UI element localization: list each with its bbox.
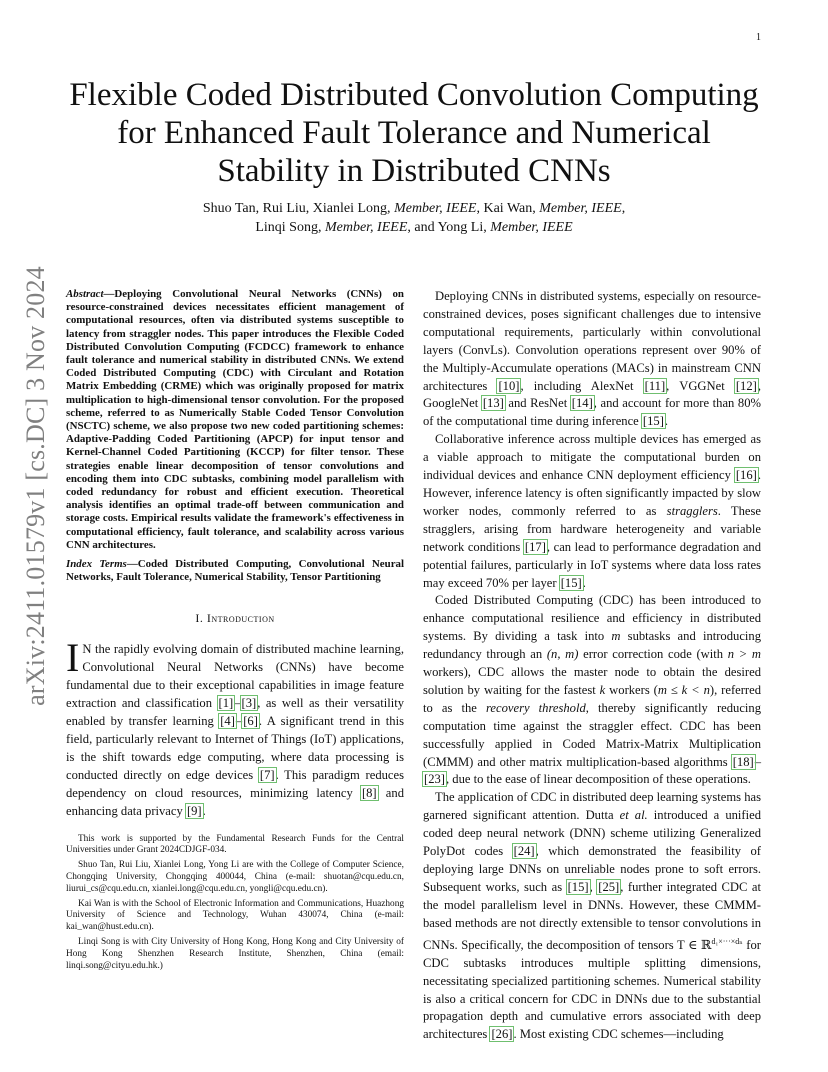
italic-term: k	[599, 682, 606, 697]
intro-paragraph: I N the rapidly evolving domain of distributed machine learning, Convolutional Neural Networks (CNNs) have become fundamental due to their exceptional capabilities in image feature extraction and classification [1]–[3], as well as their versatility enabled by transfer learning [4]–[6]. A significant trend in this field, particularly relevant to Internet of Things (IoT) applications, is the shift towards edge computing, where data processing is conducted directly on edge devices [7]. This paradigm reduces dependency on cloud resources, minimizing latency [8] and enhancing data privacy [9].	[66, 634, 404, 818]
abstract	[66, 288, 404, 552]
footnotes	[66, 834, 404, 973]
author-membership: Member, IEEE	[324, 220, 408, 235]
citation-link[interactable]: [26]	[491, 1027, 513, 1042]
citation-link[interactable]: [14]	[571, 396, 593, 411]
title-line: for Enhanced Fault Tolerance and Numerical	[117, 115, 711, 151]
italic-term: (n, m)	[546, 647, 579, 662]
citation-link[interactable]: [7]	[259, 767, 275, 782]
italic-term: m	[611, 629, 621, 644]
citation-link[interactable]: [15]	[642, 414, 664, 429]
citation-link[interactable]: [16]	[735, 468, 757, 483]
citation-link[interactable]: [18]	[732, 754, 754, 769]
body-paragraph: Deploying CNNs in distributed systems, especially on resource-constrained devices, poses significant challenges due to intensive computational requirements, particularly within convolutional layers (ConvLs). Convolution operations represent over 90% of the Multiply-Accumulate operations (MACs) in mainstream CNN architectures [10], including AlexNet [11], VGGNet [12], GoogleNet [13] and ResNet [14], and account for more than 80% of the computational time during inference [15].	[423, 289, 761, 429]
author-membership: Member, IEEE	[394, 201, 477, 216]
footnote: Kai Wan is with the School of Electronic Information and Communications, Huazhong University of Science and Technology, Wuhan 430074, China (e-mail: kai_wan@hust.edu.cn).	[66, 898, 404, 933]
index-terms-lead: Index Terms	[66, 558, 127, 571]
citation-link[interactable]: [12]	[735, 378, 757, 393]
citation-link[interactable]: [11]	[644, 378, 666, 393]
citation-link[interactable]: [3]	[241, 695, 257, 710]
citation-link[interactable]: [25]	[598, 879, 620, 894]
body-paragraph: The application of CDC in distributed deep learning systems has garnered significant attention. Dutta et al. introduced a unified coded deep neural network (DNN) scheme utilizing Generalized PolyDot codes [24], which demonstrated the feasibility of deploying large DNNs on unreliable nodes prone to soft errors. Subsequent works, such as [15], [25], further integrated CDC at the model parallelism level in DNNs. However, these CMMM-based methods are not directly extensible to tensor convolutions in CNNs. Specifically, the decomposition of tensors T ∈ ℝ$^{d_1\times\cdot\cdot\cdot\times d_n}$ for CDC subtasks introduces multiple splitting dimensions, necessitating specialized partitioning schemes. Numerical stability is also a critical concern for CDC in DNNs due to the substantial propagation depth and cumulative errors associated with deep architectures [26]. Most existing CDC schemes—including	[423, 790, 762, 1042]
arxiv-id: arXiv:2411.01579v1 [cs.DC] 3 Nov 2024	[21, 266, 50, 706]
italic-term: n > m	[727, 647, 761, 662]
paper-title	[40, 76, 788, 190]
left-column	[66, 288, 404, 975]
author-line: Linqi Song, Member, IEEE, and Yong Li, Member, IEEE	[255, 220, 573, 235]
citation-link[interactable]: [6]	[243, 713, 258, 728]
footnote: Linqi Song is with City University of Hong Kong, Hong Kong and City University of Hong Kong Shenzhen Research Institute, Shenzhen, China (email: linqi.song@cityu.edu.hk.)	[66, 937, 404, 971]
arxiv-sidebar	[21, 266, 50, 706]
citation-link[interactable]: [23]	[424, 772, 445, 787]
italic-term: recovery threshold	[485, 700, 586, 715]
index-terms-text: —Coded Distributed Computing, Convolutional Neural Networks, Fault Tolerance, Numerical Stability, Tensor Partitioning	[66, 558, 404, 584]
right-column	[423, 288, 761, 1044]
author-line: Shuo Tan, Rui Liu, Xianlei Long, Member, IEEE, Kai Wan, Member, IEEE,	[202, 201, 626, 216]
drop-cap: I	[66, 634, 80, 680]
author-list	[100, 199, 728, 237]
page-number: 1	[756, 32, 761, 43]
citation-link[interactable]: [10]	[498, 378, 520, 393]
citation-link[interactable]: [8]	[361, 785, 377, 800]
italic-term: et al.	[619, 808, 648, 823]
citation-link[interactable]: [13]	[482, 396, 504, 411]
citation-link[interactable]: [4]	[220, 713, 235, 728]
title-line: Stability in Distributed CNNs	[217, 153, 611, 189]
italic-term: stragglers	[666, 503, 718, 518]
footnote: Shuo Tan, Rui Liu, Xianlei Long, Yong Li are with the College of Computer Science, Chongqing University, Chongqing 400044, China (e-mail: shuotan@cqu.edu.cn, liurui_cs@cqu.edu.cn, xianlei.long@cqu.edu.cn, yongli@cqu.edu.cn).	[66, 860, 404, 894]
body-paragraph: Collaborative inference across multiple devices has emerged as a viable approach to mitigate the computational burden on individual devices and enhance CNN deployment efficiency [16]. However, inference latency is often significantly impacted by slow worker nodes, commonly referred to as stragglers. These stragglers, arising from hardware heterogeneity and variable network conditions [17], can lead to performance degradation and potential failures, particularly in IoT systems where data loss rates may exceed 70% per layer [15].	[423, 432, 762, 590]
author-membership: Member, IEEE	[490, 220, 573, 235]
italic-term: m ≤ k < n	[657, 682, 710, 697]
abstract-lead: Abstract	[66, 288, 104, 300]
index-terms	[66, 558, 404, 584]
citation-link[interactable]: [24]	[513, 844, 535, 859]
footnote: This work is supported by the Fundamental Research Funds for the Central Universities under Grant 2024CDJGF-034.	[66, 833, 404, 856]
citation-link[interactable]: [15]	[560, 575, 582, 590]
citation-link[interactable]: [15]	[567, 879, 589, 894]
body-paragraph: Coded Distributed Computing (CDC) has been introduced to enhance computational resilience and efficiency in distributed systems. By dividing a task into m subtasks and introducing redundancy through an (n, m) error correction code (with n > m workers), CDC allows the master node to obtain the desired solution by waiting for the fastest k workers (m ≤ k < n), referred to as the recovery threshold, thereby significantly reducing computation time against the straggler effect. CDC has been successfully applied in Coded Matrix-Matrix Multiplication (CMMM) and other matrix multiplication-based algorithms [18]–[23], due to the ease of linear decomposition of these operations.	[423, 593, 762, 787]
citation-link[interactable]: [1]	[218, 695, 234, 710]
abstract-text: —Deploying Convolutional Neural Networks (CNNs) on resource-constrained devices necessitates efficient management of computational resources, often via distributed systems susceptible to latency from straggler nodes. This paper introduces the Flexible Coded Distributed Convolution Computing (FCDCC) framework to enhance fault tolerance and numerical stability in distributed CNNs. We extend Coded Distributed Computing (CDC) with Circulant and Rotation Matrix Embedding (CRME) which was originally proposed for matrix multiplication to high-dimensional tensor convolution. For the proposed scheme, referred to as Numerically Stable Coded Tensor Convolution (NSCTC) scheme, we also propose two new coded partitioning schemes: Adaptive-Padding Coded Partitioning (APCP) for input tensor and Kernel-Channel Coded Partitioning (KCCP) for filter tensor. These strategies enable linear decomposition of tensor convolutions and encoding them into CDC subtasks, combining model parallelism with coded redundancy for robust and efficient execution. Theoretical analysis identifies an optimal trade-off between communication and storage costs. Empirical results validate the framework's effectiveness in computational efficiency, fault tolerance, and scalability across various CNN architectures.	[66, 288, 404, 551]
author-membership: Member, IEEE	[539, 201, 622, 216]
section-heading-introduction: I. Introduction	[195, 611, 275, 626]
citation-link[interactable]: [9]	[186, 803, 202, 818]
citation-link[interactable]: [17]	[524, 539, 546, 554]
math-superscript: d₁×···×dₙ	[711, 936, 743, 946]
title-line: Flexible Coded Distributed Convolution Computing	[69, 77, 759, 113]
